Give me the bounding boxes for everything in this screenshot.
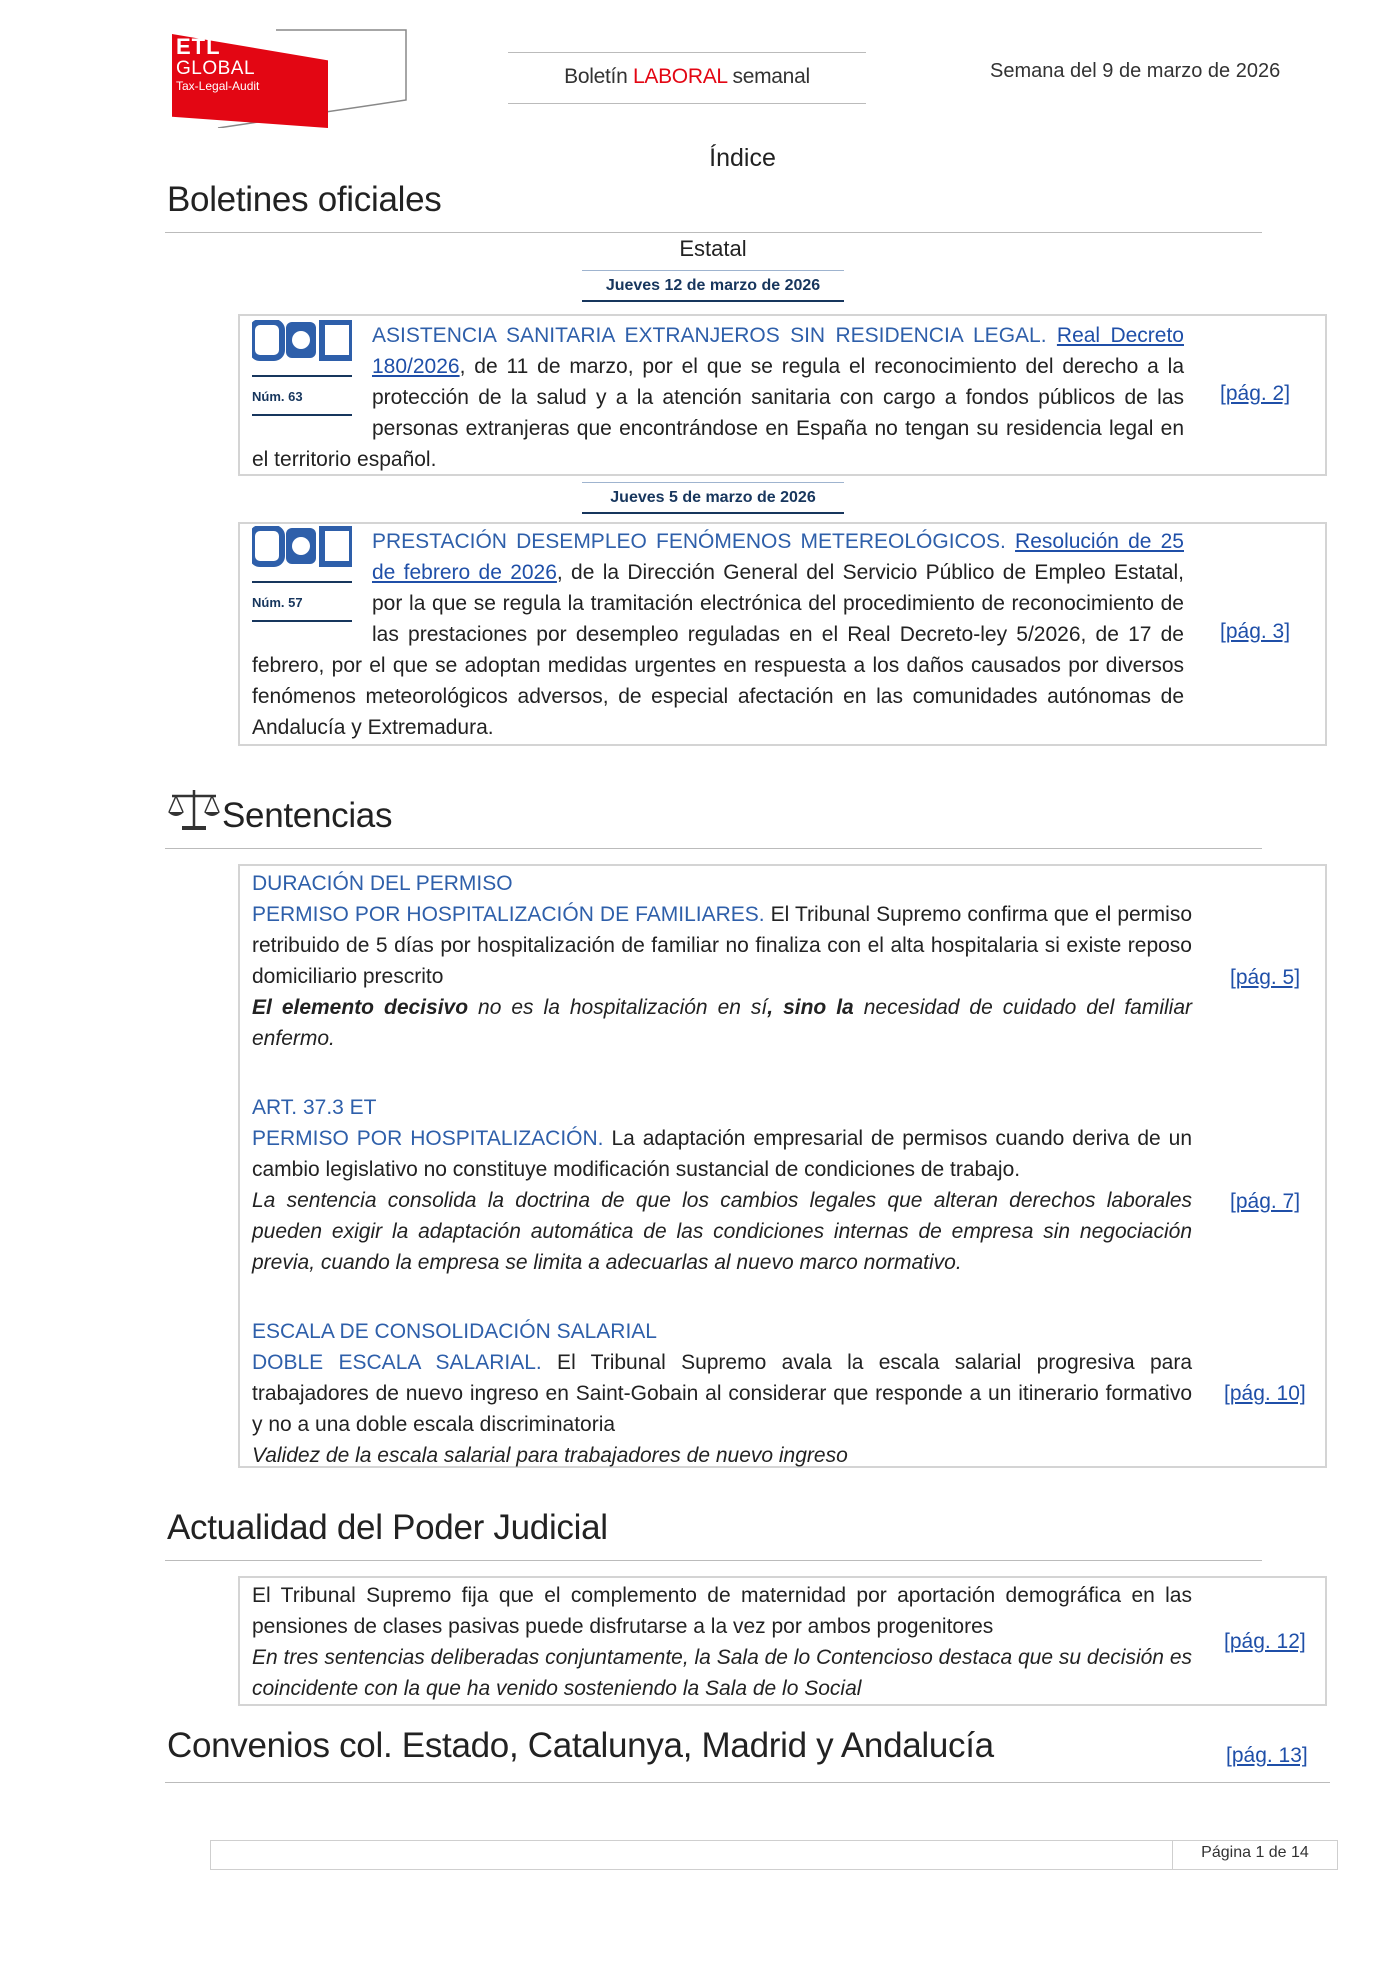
sentencia-heading: DOBLE ESCALA SALARIAL. xyxy=(252,1351,542,1374)
bulletin-laboral: LABORAL xyxy=(633,65,727,88)
bulletin-suffix: semanal xyxy=(727,65,810,88)
divider xyxy=(165,232,1262,233)
index-title: Índice xyxy=(709,144,776,172)
sentencia-category: ART. 37.3 ET xyxy=(252,1096,377,1119)
sentencia-note-bold: El elemento decisivo xyxy=(252,996,469,1019)
boe-logo-icon xyxy=(252,526,352,568)
section-poder-judicial-title: Actualidad del Poder Judicial xyxy=(167,1508,608,1547)
sentencia-category: ESCALA DE CONSOLIDACIÓN SALARIAL xyxy=(252,1320,657,1343)
section-sentencias-title: Sentencias xyxy=(222,796,393,835)
bulletin-title xyxy=(508,52,866,104)
logo-global: GLOBAL xyxy=(176,58,256,79)
scales-icon xyxy=(166,786,222,834)
date-label: Jueves 5 de marzo de 2026 xyxy=(582,482,844,514)
sentencias-box xyxy=(238,864,1327,1468)
sentencia-note-bold: , sino la xyxy=(767,996,854,1019)
sentencia-category: DURACIÓN DEL PERMISO xyxy=(252,872,513,895)
sentencia-heading: PERMISO POR HOSPITALIZACIÓN DE FAMILIARES. xyxy=(252,903,765,926)
sentencia-note: La sentencia consolida la doctrina de que los cambios legales que alteran derechos laborales pueden exigir la adaptación automática de las condiciones internas de empresa sin negociación previa, cuando la empresa se limita a adecuarlas al nuevo marco normativo. xyxy=(252,1189,1192,1274)
page-link[interactable]: [pág. 2] xyxy=(1220,382,1291,405)
entry-text: , de 11 de marzo, por el que se regula el reconocimiento del derecho a la protección de la salud y a la atención sanitaria con cargo a fondos públicos de las personas extranjeras que encontrándose en España no tengan su residencia legal en el territorio español. xyxy=(252,355,1184,471)
sentencia-heading: PERMISO POR HOSPITALIZACIÓN. xyxy=(252,1127,604,1150)
poder-judicial-text: El Tribunal Supremo fija que el complemento de maternidad por aportación demográfica en las pensiones de clases pasivas puede disfrutarse a la vez por ambos progenitores xyxy=(252,1584,1192,1638)
sentencia-note: no es la hospitalización en sí xyxy=(468,996,768,1019)
divider xyxy=(165,1560,1262,1561)
page-number: Página 1 de 14 xyxy=(1201,1844,1309,1861)
boe-number: Núm. 63 xyxy=(252,389,303,404)
entry-link[interactable]: Resolución de 25 de febrero de 2026 xyxy=(372,530,1184,584)
poder-judicial-box xyxy=(238,1576,1327,1706)
sentencia-note: necesidad de cuidado del familiar enfermo. xyxy=(252,996,1192,1050)
etl-global-logo xyxy=(168,28,408,130)
sentencia-note: Validez de la escala salarial para trabajadores de nuevo ingreso xyxy=(252,1444,848,1467)
date-label: Jueves 12 de marzo de 2026 xyxy=(582,270,844,302)
week-label: Semana del 9 de marzo de 2026 xyxy=(990,60,1281,82)
entry-text: , de la Dirección General del Servicio Público de Empleo Estatal, por la que se regula la tramitación electrónica del procedimiento de reconocimiento de las prestaciones por desempleo reguladas en el Real Decreto-ley 5/2026, de 17 de febrero, por el que se adoptan medidas urgentes en respuesta a los daños causados por diversos fenómenos meteorológicos adversos, de especial afectación en las comunidades autónomas de Andalucía y Extremadura. xyxy=(252,561,1184,739)
boe-number: Núm. 57 xyxy=(252,595,303,610)
page-link[interactable]: [pág. 3] xyxy=(1220,620,1291,643)
footer-separator xyxy=(1172,1840,1173,1870)
boe-badge xyxy=(252,526,372,646)
section-boletines-title: Boletines oficiales xyxy=(167,180,442,219)
page-link[interactable]: [pág. 13] xyxy=(1226,1744,1308,1767)
logo-etl: ETL xyxy=(176,34,221,59)
bulletin-prefix: Boletín xyxy=(564,65,633,88)
boe-badge xyxy=(252,320,372,416)
sentencia-text: El Tribunal Supremo confirma que el permiso retribuido de 5 días por hospitalización de familiar no finaliza con el alta hospitalaria si existe reposo domiciliario prescrito xyxy=(252,903,1193,988)
entry-heading: ASISTENCIA SANITARIA EXTRANJEROS SIN RESIDENCIA LEGAL. xyxy=(372,324,1047,347)
sentencia-text: La adaptación empresarial de permisos cuando deriva de un cambio legislativo no constituye modificación sustancial de condiciones de trabajo. xyxy=(252,1127,1192,1181)
entry-link[interactable]: Real Decreto 180/2026 xyxy=(372,324,1184,378)
divider xyxy=(165,848,1262,849)
entry-heading: PRESTACIÓN DESEMPLEO FENÓMENOS METEREOLÓGICOS. xyxy=(372,530,1006,553)
boe-logo-icon xyxy=(252,320,352,362)
sentencia-text: El Tribunal Supremo avala la escala salarial progresiva para trabajadores de nuevo ingreso en Saint-Gobain al considerar que responde a un itinerario formativo y no a una doble escala discriminatoria xyxy=(252,1351,1192,1436)
logo-tagline: Tax-Legal-Audit xyxy=(176,79,260,93)
boletin-entry-box xyxy=(238,314,1327,476)
boletin-entry-box xyxy=(238,522,1327,746)
divider xyxy=(165,1782,1330,1783)
page-link[interactable]: [pág. 5] xyxy=(1230,966,1301,989)
page-link[interactable]: [pág. 10] xyxy=(1224,1382,1306,1405)
poder-judicial-note: En tres sentencias deliberadas conjuntamente, la Sala de lo Contencioso destaca que su decisión es coincidente con la que ha venido sosteniendo la Sala de lo Social xyxy=(252,1646,1192,1700)
footer-box xyxy=(210,1840,1338,1870)
section-convenios-title: Convenios col. Estado, Catalunya, Madrid y Andalucía xyxy=(167,1726,994,1765)
estatal-subtitle: Estatal xyxy=(679,236,747,261)
page-link[interactable]: [pág. 12] xyxy=(1224,1630,1306,1653)
page-link[interactable]: [pág. 7] xyxy=(1230,1190,1301,1213)
